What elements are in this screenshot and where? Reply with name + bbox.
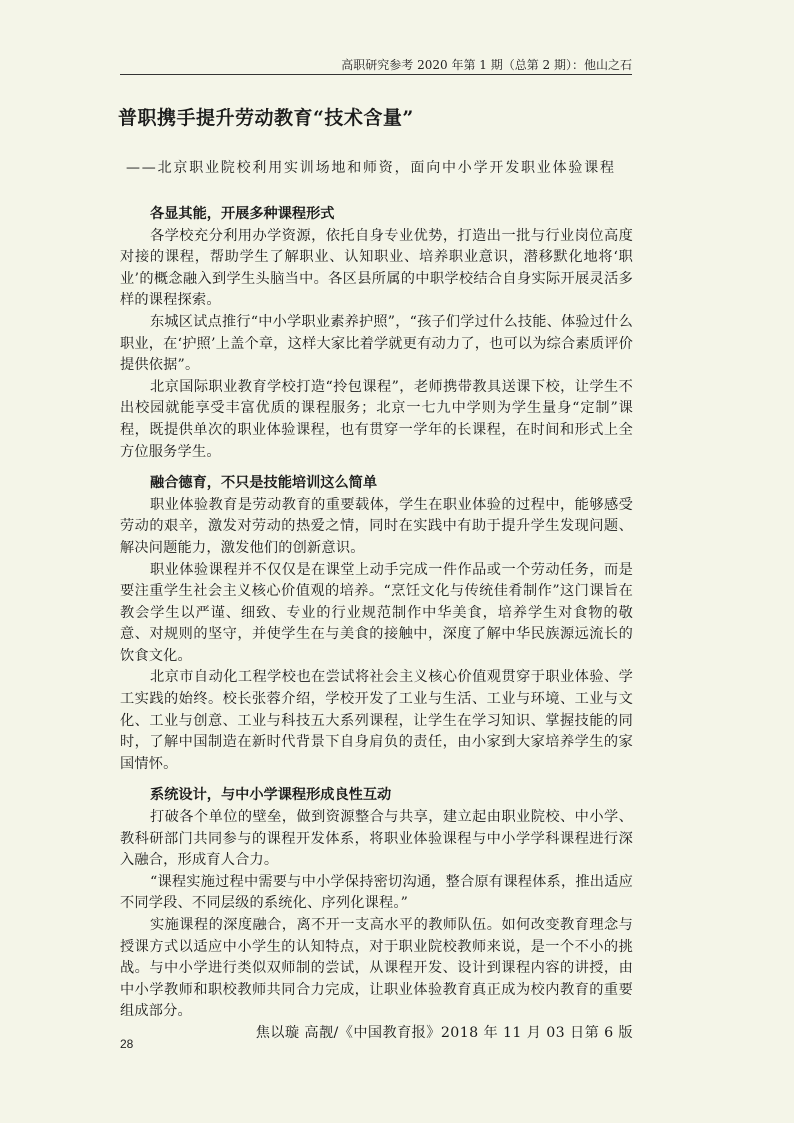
section-gap <box>120 775 633 785</box>
paragraph: 各学校充分利用办学资源，依托自身专业优势，打造出一批与行业岗位高度对接的课程，帮助学生了解职业、认知职业、培养职业意识，潜移默化地将‘职业’的概念融入到学生头脑当中。各区县所属的中职学校结合自身实际开展灵活多样的课程探索。 <box>120 227 633 309</box>
paragraph: “课程实施过程中需要与中小学保持密切沟通，整合原有课程体系，推出适应不同学段、不同层级的系统化、序列化课程。” <box>120 873 633 912</box>
paragraph: 职业体验教育是劳动教育的重要载体，学生在职业体验的过程中，能够感受劳动的艰辛，激发对劳动的热爱之情，同时在实践中有助于提升学生发现问题、解决问题能力，激发他们的创新意识。 <box>120 496 633 556</box>
paragraph: 职业体验课程并不仅仅是在课堂上动手完成一件作品或一个劳动任务，而是要注重学生社会主义核心价值观的培养。“烹饪文化与传统佳肴制作”这门课旨在教会学生以严谨、细致、专业的行业规范制作中华美食，培养学生对食物的敬意、对规则的坚守，并使学生在与美食的接触中，深度了解中华民族源远流长的饮食文化。 <box>120 561 633 664</box>
article-body <box>120 204 633 1045</box>
article-subtitle: ——北京职业院校利用实训场地和师资，面向中小学开发职业体验课程 <box>126 160 616 176</box>
paragraph: 打破各个单位的壁垒，做到资源整合与共享，建立起由职业院校、中小学、教科研部门共同参与的课程开发体系，将职业体验课程与中小学学科课程进行深入融合，形成育人合力。 <box>120 809 633 869</box>
section-heading: 融合德育，不只是技能培训这么简单 <box>150 475 378 492</box>
running-head: 高职研究参考 2020 年第 1 期（总第 2 期）：他山之石 <box>341 58 632 72</box>
article-source: 焦以璇 高靓/《中国教育报》2018 年 11 月 03 日第 6 版 <box>255 1024 633 1041</box>
header-rule <box>120 74 632 75</box>
page-number: 28 <box>120 1037 134 1051</box>
paragraph: 东城区试点推行“中小学职业素养护照”，“孩子们学过什么技能、体验过什么职业，在‘护照’上盖个章，这样大家比着学就更有动力了，也可以为综合素质评价提供依据”。 <box>120 313 633 374</box>
section-heading: 系统设计，与中小学课程形成良性互动 <box>150 787 392 804</box>
paragraph: 北京国际职业教育学校打造“拎包课程”，老师携带教具送课下校，让学生不出校园就能享受丰富优质的课程服务；北京一七九中学则为学生量身“定制”课程，既提供单次的职业体验课程，也有贯穿一学年的长课程，在时间和形式上全方位服务学生。 <box>120 378 633 460</box>
article-title: 普职携手提升劳动教育“技术含量” <box>118 107 414 129</box>
paragraph: 北京市自动化工程学校也在尝试将社会主义核心价值观贯穿于职业体验、学工实践的始终。校长张蓉介绍，学校开发了工业与生活、工业与环境、工业与文化、工业与创意、工业与科技五大系列课程，让学生在学习知识、掌握技能的同时，了解中国制造在新时代背景下自身肩负的责任，由小家到大家培养学生的家国情怀。 <box>120 669 633 772</box>
section-gap <box>120 463 633 473</box>
section-heading: 各显其能，开展多种课程形式 <box>150 206 335 222</box>
paragraph: 实施课程的深度融合，离不开一支高水平的教师队伍。如何改变教育理念与授课方式以适应中小学生的认知特点，对于职业院校教师来说，是一个不小的挑战。与中小学进行类似双师制的尝试，从课程开发、设计到课程内容的讲授，由中小学教师和职校教师共同合力完成，让职业体验教育真正成为校内教育的重要组成部分。 <box>120 917 633 1020</box>
